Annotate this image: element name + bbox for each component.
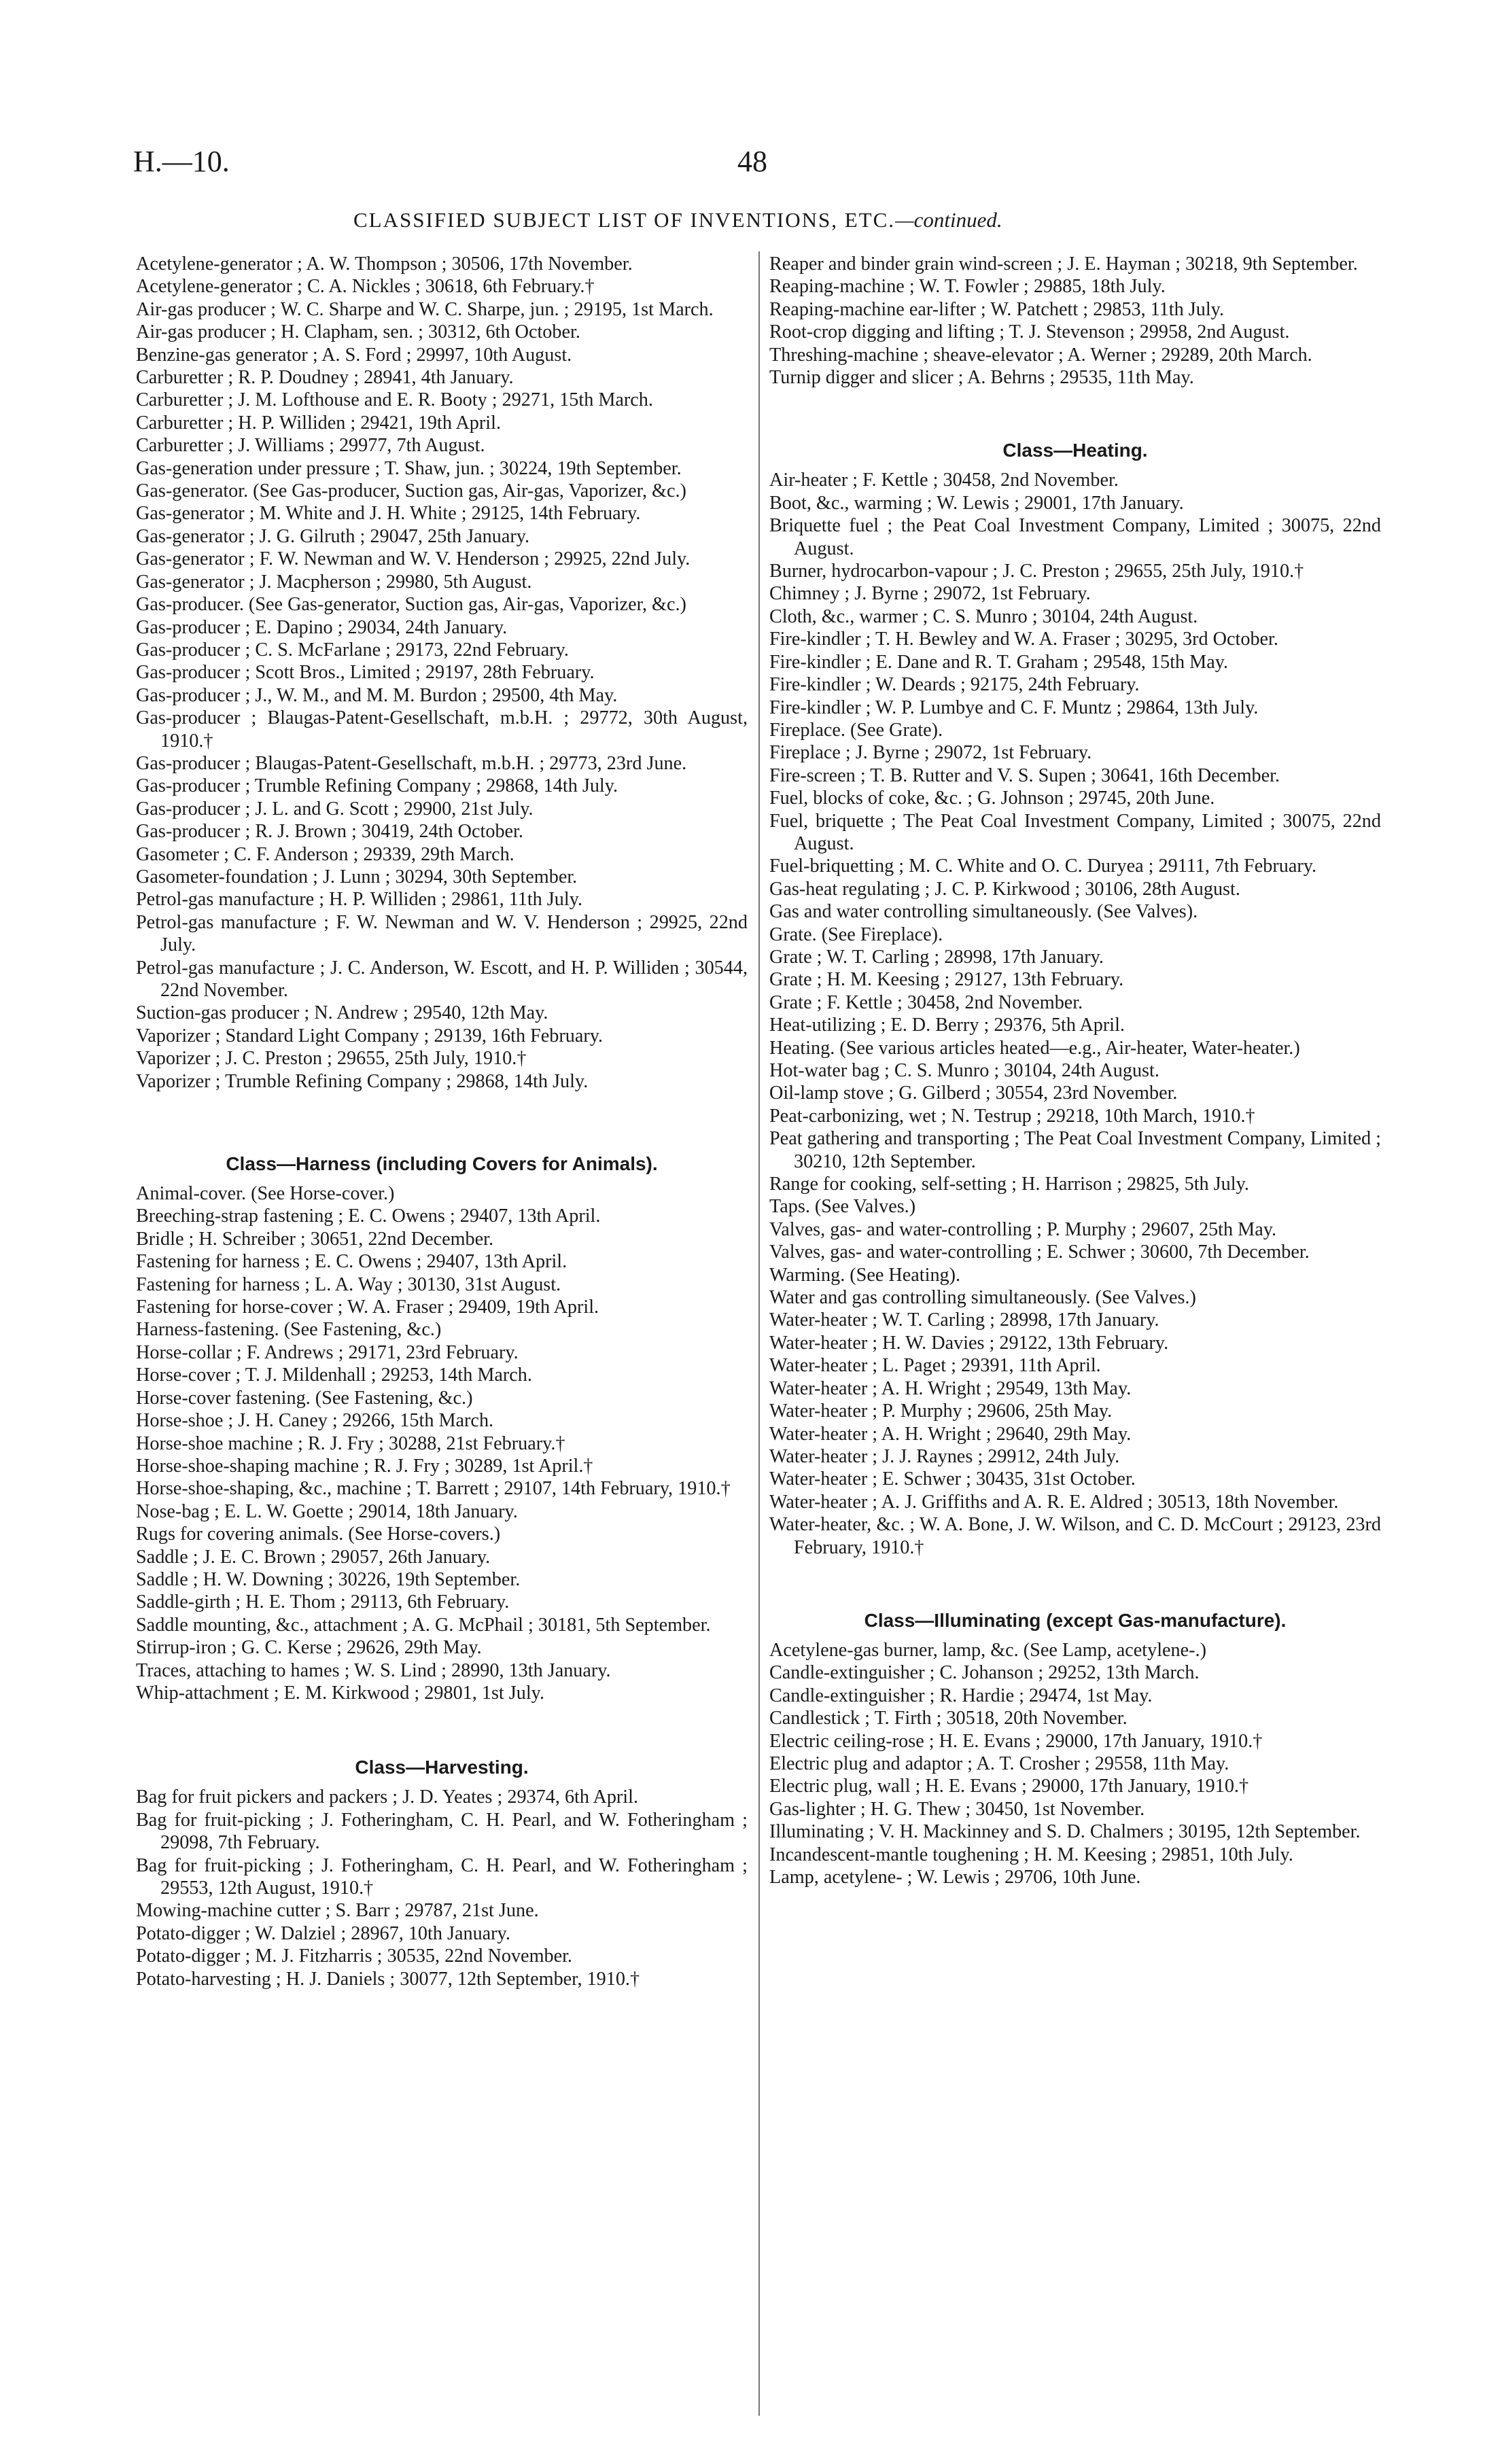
list-item: Air-gas producer ; H. Clapham, sen. ; 30312, 6th October. (136, 321, 580, 343)
title-continued: —continued. (895, 208, 1002, 232)
list-item: Water and gas controlling simultaneously. (See Valves.) (769, 1287, 1196, 1309)
list-item: Vaporizer ; J. C. Preston ; 29655, 25th July, 1910.† (136, 1048, 527, 1070)
list-item: Heating. (See various articles heated—e.g., Air-heater, Water-heater.) (769, 1037, 1300, 1059)
list-item: Mowing-machine cutter ; S. Barr ; 29787, 21st June. (136, 1900, 539, 1922)
list-item: Electric plug, wall ; H. E. Evans ; 29000, 17th January, 1910.† (769, 1776, 1249, 1797)
list-item: Water-heater ; L. Paget ; 29391, 11th April. (769, 1355, 1101, 1377)
list-item: Bag for fruit-picking ; J. Fotheringham, C. H. Pearl, and W. Fotheringham ; 29098, 7th February. (136, 1809, 748, 1854)
list-item: Stirrup-iron ; G. C. Kerse ; 29626, 29th May. (136, 1637, 482, 1659)
list-item: Electric plug and adaptor ; A. T. Crosher ; 29558, 11th May. (769, 1753, 1229, 1774)
list-item: Gas and water controlling simultaneously. (See Valves). (769, 901, 1198, 923)
list-item: Saddle ; H. W. Downing ; 30226, 19th September. (136, 1568, 521, 1590)
list-item: Animal-cover. (See Horse-cover.) (136, 1183, 395, 1205)
list-item: Water-heater ; A. H. Wright ; 29640, 29th May. (769, 1423, 1132, 1445)
list-item: Taps. (See Valves.) (769, 1196, 916, 1218)
list-item: Reaping-machine ear-lifter ; W. Patchett ; 29853, 11th July. (769, 298, 1224, 320)
list-item: Carburetter ; R. P. Doudney ; 28941, 4th January. (136, 367, 514, 389)
list-item: Gas-producer ; J. L. and G. Scott ; 29900, 21st July. (136, 798, 534, 820)
list-item: Fire-kindler ; T. H. Bewley and W. A. Fraser ; 30295, 3rd October. (769, 629, 1278, 650)
spacer (769, 462, 1381, 469)
list-item: Warming. (See Heating). (769, 1264, 961, 1286)
right-column (769, 253, 1381, 1888)
list-item: Candlestick ; T. Firth ; 30518, 20th November. (769, 1708, 1128, 1729)
list-item: Saddle-girth ; H. E. Thom ; 29113, 6th February. (136, 1591, 510, 1613)
list-item: Water-heater ; J. J. Raynes ; 29912, 24th July. (769, 1445, 1120, 1467)
list-item: Gas-generator ; J. Macpherson ; 29980, 5th August. (136, 571, 532, 593)
list-item: Air-heater ; F. Kettle ; 30458, 2nd November. (769, 470, 1119, 491)
list-item: Gas-producer ; Blaugas-Patent-Gesellschaft, m.b.H. ; 29773, 23rd June. (136, 752, 687, 774)
list-item: Gas-generator. (See Gas-producer, Suction gas, Air-gas, Vaporizer, &c.) (136, 480, 686, 502)
list-item: Horse-collar ; F. Andrews ; 29171, 23rd February. (136, 1341, 519, 1363)
list-item: Hot-water bag ; C. S. Munro ; 30104, 24th August. (769, 1060, 1159, 1081)
list-item: Electric ceiling-rose ; H. E. Evans ; 29000, 17th January, 1910.† (769, 1730, 1263, 1752)
spacer (136, 1176, 748, 1182)
list-item: Gas-heat regulating ; J. C. P. Kirkwood ; 30106, 28th August. (769, 878, 1240, 900)
list-item: Fastening for harness ; E. C. Owens ; 29407, 13th April. (136, 1251, 567, 1273)
list-item: Breeching-strap fastening ; E. C. Owens ; 29407, 13th April. (136, 1205, 601, 1227)
list-item: Gas-generator ; J. G. Gilruth ; 29047, 25th January. (136, 525, 530, 547)
entry-list-agriculture (769, 253, 1381, 389)
list-item: Gas-producer ; E. Dapino ; 29034, 24th January. (136, 616, 508, 638)
list-item: Fireplace ; J. Byrne ; 29072, 1st February. (769, 742, 1092, 764)
list-item: Range for cooking, self-setting ; H. Harrison ; 29825, 5th July. (769, 1174, 1249, 1195)
list-item: Candle-extinguisher ; R. Hardie ; 29474, 1st May. (769, 1685, 1153, 1706)
list-item: Whip-attachment ; E. M. Kirkwood ; 29801, 1st July. (136, 1682, 544, 1704)
list-item: Fastening for harness ; L. A. Way ; 30130, 31st August. (136, 1273, 561, 1295)
list-item: Bag for fruit-picking ; J. Fotheringham, C. H. Pearl, and W. Fotheringham ; 29553, 12th August, 1910.† (136, 1854, 748, 1899)
list-item: Nose-bag ; E. L. W. Goette ; 29014, 18th January. (136, 1500, 518, 1522)
left-column (136, 253, 748, 1990)
class-heading-heating: Class—Heating. (1002, 440, 1148, 461)
list-item: Grate ; W. T. Carling ; 28998, 17th January. (769, 946, 1104, 968)
entry-list-heating (769, 469, 1381, 1559)
list-item: Fireplace. (See Grate). (769, 719, 943, 741)
spacer (769, 389, 1381, 439)
list-item: Fuel-briquetting ; M. C. White and O. C. Duryea ; 29111, 7th February. (769, 856, 1317, 877)
list-item: Water-heater ; E. Schwer ; 30435, 31st October. (769, 1468, 1136, 1490)
list-item: Briquette fuel ; the Peat Coal Investment Company, Limited ; 30075, 22nd August. (769, 515, 1381, 559)
list-item: Fire-kindler ; W. P. Lumbye and C. F. Muntz ; 29864, 13th July. (769, 697, 1259, 718)
entry-list-harness (136, 1182, 748, 1704)
list-item: Traces, attaching to hames ; W. S. Lind ; 28990, 13th January. (136, 1659, 611, 1681)
list-item: Potato-digger ; M. J. Fitzharris ; 30535, 22nd November. (136, 1946, 572, 1967)
list-item: Illuminating ; V. H. Mackinney and S. D. Chalmers ; 30195, 12th September. (769, 1821, 1361, 1843)
list-item: Water-heater ; A. J. Griffiths and A. R. E. Aldred ; 30513, 18th November. (769, 1491, 1339, 1513)
list-item: Gas-producer ; Scott Bros., Limited ; 29197, 28th February. (136, 662, 595, 684)
list-item: Gas-generator ; M. White and J. H. White ; 29125, 14th February. (136, 503, 641, 525)
list-item: Gas-producer ; J., W. M., and M. M. Burdon ; 29500, 4th May. (136, 684, 618, 706)
list-item: Horse-shoe-shaping machine ; R. J. Fry ; 30289, 1st April.† (136, 1455, 593, 1477)
entry-list-harvesting (136, 1786, 748, 1990)
list-item: Water-heater ; P. Murphy ; 29606, 25th May. (769, 1401, 1113, 1422)
spacer (769, 1632, 1381, 1639)
list-item: Threshing-machine ; sheave-elevator ; A. Werner ; 29289, 20th March. (769, 344, 1312, 366)
list-item: Rugs for covering animals. (See Horse-covers.) (136, 1524, 501, 1545)
list-item: Boot, &c., warming ; W. Lewis ; 29001, 17th January. (769, 492, 1184, 514)
list-item: Acetylene-generator ; A. W. Thompson ; 30506, 17th November. (136, 253, 633, 275)
list-item: Acetylene-generator ; C. A. Nickles ; 30618, 6th February.† (136, 276, 595, 298)
list-item: Horse-cover fastening. (See Fastening, &c.) (136, 1387, 473, 1409)
list-item: Gas-lighter ; H. G. Thew ; 30450, 1st November. (769, 1798, 1145, 1820)
list-item: Turnip digger and slicer ; A. Behrns ; 29535, 11th May. (769, 367, 1194, 389)
class-heading-illuminating: Class—Illuminating (except Gas-manufacture). (864, 1609, 1287, 1631)
list-item: Candle-extinguisher ; C. Johanson ; 29252, 13th March. (769, 1662, 1200, 1684)
list-item: Horse-shoe machine ; R. J. Fry ; 30288, 21st February.† (136, 1432, 565, 1454)
list-item: Valves, gas- and water-controlling ; E. Schwer ; 30600, 7th December. (769, 1242, 1310, 1263)
list-item: Suction-gas producer ; N. Andrew ; 29540, 12th May. (136, 1002, 548, 1024)
list-item: Horse-cover ; T. J. Mildenhall ; 29253, 14th March. (136, 1365, 532, 1386)
list-item: Incandescent-mantle toughening ; H. M. Keesing ; 29851, 10th July. (769, 1844, 1293, 1865)
list-item: Lamp, acetylene- ; W. Lewis ; 29706, 10th June. (769, 1867, 1141, 1888)
list-item: Water-heater, &c. ; W. A. Bone, J. W. Wilson, and C. D. McCourt ; 29123, 23rd February, 1910.† (769, 1514, 1381, 1558)
list-item: Harness-fastening. (See Fastening, &c.) (136, 1319, 442, 1341)
list-item: Fire-kindler ; E. Dane and R. T. Graham ; 29548, 15th May. (769, 651, 1229, 673)
class-heading-harness: Class—Harness (including Covers for Animals). (226, 1153, 658, 1175)
list-item: Gas-producer ; R. J. Brown ; 30419, 24th October. (136, 821, 523, 843)
page-number: 48 (737, 145, 767, 178)
list-item: Root-crop digging and lifting ; T. J. Stevenson ; 29958, 2nd August. (769, 321, 1290, 343)
report-code: H.—10. (133, 145, 230, 178)
list-item: Heat-utilizing ; E. D. Berry ; 29376, 5th April. (769, 1015, 1125, 1036)
list-item: Carburetter ; J. M. Lofthouse and E. R. Booty ; 29271, 15th March. (136, 389, 653, 411)
list-item: Gas-generator ; F. W. Newman and W. V. Henderson ; 29925, 22nd July. (136, 548, 691, 570)
list-item: Oil-lamp stove ; G. Gilberd ; 30554, 23rd November. (769, 1083, 1178, 1104)
list-item: Acetylene-gas burner, lamp, &c. (See Lamp, acetylene-.) (769, 1639, 1206, 1661)
entry-list-gas (136, 253, 748, 1093)
entry-list-illuminating (769, 1639, 1381, 1888)
list-item: Grate ; H. M. Keesing ; 29127, 13th February. (769, 969, 1124, 991)
list-item: Horse-shoe ; J. H. Caney ; 29266, 15th March. (136, 1410, 494, 1432)
spacer (136, 1093, 748, 1152)
list-item: Peat gathering and transporting ; The Peat Coal Investment Company, Limited ; 30210, 12th September. (769, 1128, 1381, 1172)
list-item: Benzine-gas generator ; A. S. Ford ; 29997, 10th August. (136, 344, 572, 366)
list-item: Fastening for horse-cover ; W. A. Fraser ; 29409, 19th April. (136, 1297, 599, 1318)
list-item: Gas-producer ; C. S. McFarlane ; 29173, 22nd February. (136, 639, 569, 661)
list-item: Carburetter ; H. P. Williden ; 29421, 19th April. (136, 412, 501, 434)
list-item: Saddle ; J. E. C. Brown ; 29057, 26th January. (136, 1546, 491, 1568)
page-title (353, 208, 1002, 232)
spacer (769, 1559, 1381, 1609)
list-item: Petrol-gas manufacture ; J. C. Anderson, W. Escott, and H. P. Williden ; 30544, 22nd November. (136, 957, 748, 1001)
list-item: Fire-screen ; T. B. Rutter and V. S. Supen ; 30641, 16th December. (769, 764, 1280, 786)
list-item: Water-heater ; W. T. Carling ; 28998, 17th January. (769, 1309, 1159, 1331)
list-item: Air-gas producer ; W. C. Sharpe and W. C. Sharpe, jun. ; 29195, 1st March. (136, 298, 714, 320)
list-item: Petrol-gas manufacture ; H. P. Williden ; 29861, 11th July. (136, 889, 583, 911)
spacer (136, 1779, 748, 1786)
list-item: Gas-producer. (See Gas-generator, Suction gas, Air-gas, Vaporizer, &c.) (136, 594, 686, 616)
list-item: Horse-shoe-shaping, &c., machine ; T. Barrett ; 29107, 14th February, 1910.† (136, 1478, 731, 1500)
list-item: Vaporizer ; Standard Light Company ; 29139, 16th February. (136, 1025, 604, 1046)
spacer (136, 1704, 748, 1756)
list-item: Burner, hydrocarbon-vapour ; J. C. Preston ; 29655, 25th July, 1910.† (769, 561, 1304, 582)
list-item: Reaper and binder grain wind-screen ; J. E. Hayman ; 30218, 9th September. (769, 253, 1358, 275)
list-item: Cloth, &c., warmer ; C. S. Munro ; 30104, 24th August. (769, 605, 1198, 627)
list-item: Fire-kindler ; W. Deards ; 92175, 24th February. (769, 674, 1140, 696)
list-item: Reaping-machine ; W. T. Fowler ; 29885, 18th July. (769, 276, 1166, 298)
list-item: Gas-generation under pressure ; T. Shaw, jun. ; 30224, 19th September. (136, 457, 682, 479)
class-heading-harvesting: Class—Harvesting. (355, 1757, 529, 1778)
list-item: Vaporizer ; Trumble Refining Company ; 29868, 14th July. (136, 1070, 589, 1092)
list-item: Petrol-gas manufacture ; F. W. Newman and W. V. Henderson ; 29925, 22nd July. (136, 911, 748, 956)
list-item: Fuel, briquette ; The Peat Coal Investment Company, Limited ; 30075, 22nd August. (769, 810, 1381, 854)
list-item: Chimney ; J. Byrne ; 29072, 1st February. (769, 583, 1091, 605)
list-item: Water-heater ; H. W. Davies ; 29122, 13th February. (769, 1332, 1169, 1354)
list-item: Carburetter ; J. Williams ; 29977, 7th August. (136, 435, 485, 457)
list-item: Potato-harvesting ; H. J. Daniels ; 30077, 12th September, 1910.† (136, 1968, 640, 1990)
list-item: Fuel, blocks of coke, &c. ; G. Johnson ; 29745, 20th June. (769, 788, 1215, 809)
list-item: Gas-producer ; Blaugas-Patent-Gesellschaft, m.b.H. ; 29772, 30th August, 1910.† (136, 707, 748, 752)
list-item: Gas-producer ; Trumble Refining Company ; 29868, 14th July. (136, 775, 618, 797)
list-item: Valves, gas- and water-controlling ; P. Murphy ; 29607, 25th May. (769, 1218, 1277, 1240)
list-item: Peat-carbonizing, wet ; N. Testrup ; 29218, 10th March, 1910.† (769, 1105, 1255, 1127)
list-item: Water-heater ; A. H. Wright ; 29549, 13th May. (769, 1377, 1132, 1399)
list-item: Gasometer ; C. F. Anderson ; 29339, 29th March. (136, 843, 514, 865)
column-divider (758, 251, 760, 2416)
list-item: Gasometer-foundation ; J. Lunn ; 30294, 30th September. (136, 866, 578, 887)
list-item: Bridle ; H. Schreiber ; 30651, 22nd December. (136, 1228, 494, 1250)
list-item: Saddle mounting, &c., attachment ; A. G. McPhail ; 30181, 5th September. (136, 1614, 711, 1636)
list-item: Grate ; F. Kettle ; 30458, 2nd November. (769, 991, 1083, 1013)
title-text: CLASSIFIED SUBJECT LIST OF INVENTIONS, ETC. (353, 208, 896, 232)
list-item: Grate. (See Fireplace). (769, 923, 943, 945)
list-item: Bag for fruit pickers and packers ; J. D. Yeates ; 29374, 6th April. (136, 1787, 639, 1808)
list-item: Potato-digger ; W. Dalziel ; 28967, 10th January. (136, 1922, 510, 1944)
